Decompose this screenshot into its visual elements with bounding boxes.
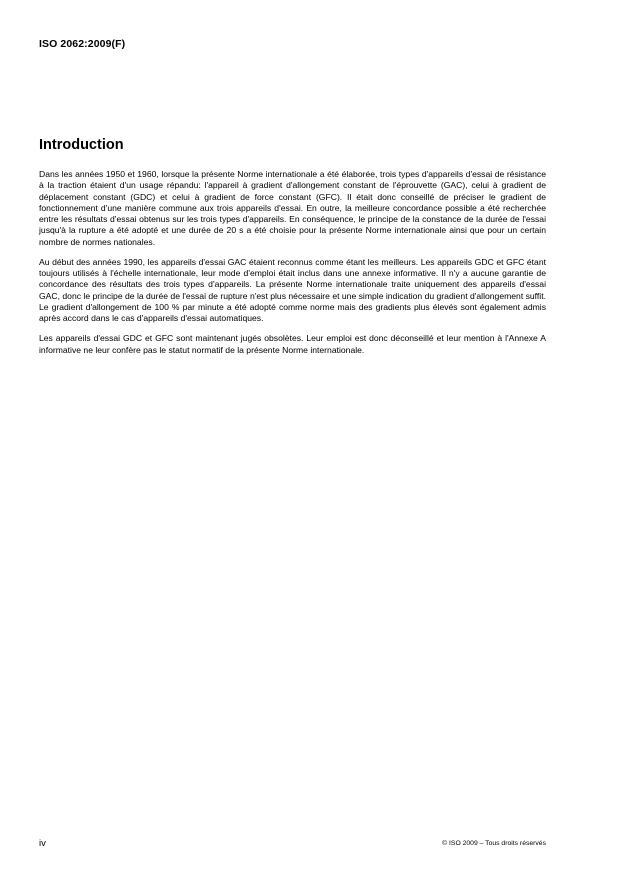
section-title: Introduction xyxy=(39,137,124,153)
paragraph-2: Au début des années 1990, les appareils d'essai GAC étaient reconnus comme étant les meilleurs. Les appareils GDC et GFC étant toujours utilisés à l'échelle internationale, leur mode d'emploi était inclus dans une annexe informative. Il n'y a aucune garantie de concordance des résultats des trois types d'appareils. La présente Norme internationale traite uniquement des appareils d'essai GAC, donc le principe de la durée de l'essai de rupture n'est plus nécessaire et une simple indication du gradient d'allongement suffit. Le gradient d'allongement de 100 % par minute a été adopté comme norme mais des gradients plus élevés sont également admis après accord dans le cas d'appareils d'essai automatiques. xyxy=(39,256,546,323)
document-reference: ISO 2062:2009(F) xyxy=(39,38,126,50)
page-number: iv xyxy=(39,838,46,849)
section-body xyxy=(39,169,546,365)
paragraph-1: Dans les années 1950 et 1960, lorsque la présente Norme internationale a été élaborée, trois types d'appareils d'essai de résistance à la traction étaient d'un usage répandu: l'appareil à gradient d'allongement constant de l'éprouvette (GAC), celui à gradient de déplacement constant (GDC) et celui à gradient de force constant (GFC). Il était donc conseillé de préciser le gradient de fonctionnement d'une manière commune aux trois appareils d'essai. En outre, la meilleure concordance possible a été recherchée entre les résultats d'essai obtenus sur les trois types d'appareils. En conséquence, le principe de la constance de la durée de l'essai jusqu'à la rupture a été adopté et une durée de 20 s a été choisie pour la présente Norme internationale ainsi que pour un certain nombre de normes nationales. xyxy=(39,169,546,247)
copyright-notice: © ISO 2009 – Tous droits réservés xyxy=(442,840,546,847)
paragraph-3: Les appareils d'essai GDC et GFC sont maintenant jugés obsolètes. Leur emploi est donc déconseillé et leur mention à l'Annexe A informative ne leur confère pas le statut normatif de la présente Norme internationale. xyxy=(39,333,546,355)
